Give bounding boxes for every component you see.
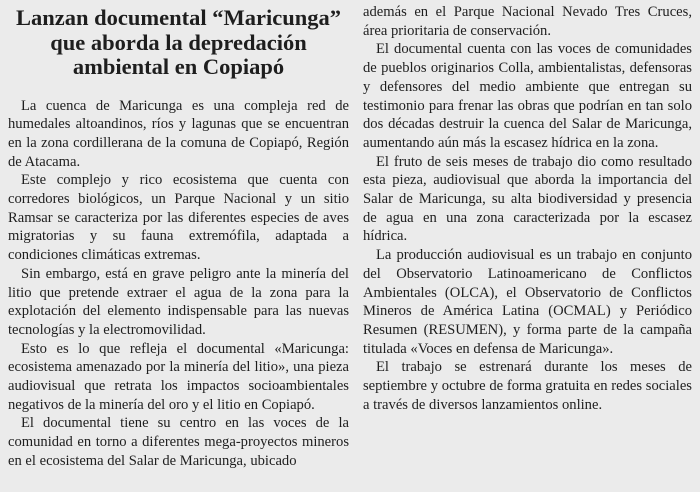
body-paragraph: El documental cuenta con las voces de comunidades de pueblos originarios Colla, ambientalistas, defensoras y defensores del medio ambiente que entregan su testimonio para frenar las obras que podrían en tan solo dos décadas destruir la cuenca del Salar de Maricunga, aumentando aún más la escasez hídrica en la zona. (363, 41, 692, 151)
headline-line: Lanzan documental “Maricunga” (15, 5, 341, 30)
headline-line: que aborda la depredación (50, 29, 307, 55)
article-headline (8, 6, 349, 80)
body-paragraph: Sin embargo, está en grave peligro ante la minería del litio que pretende extraer el agua de la zona para la explotación del elemento indispensable para las nuevas tecnologías y la electromovilidad. (8, 265, 349, 338)
body-paragraph: El documental tiene su centro en las voces de la comunidad en torno a diferentes mega-proyectos mineros en el ecosistema del Salar de Maricunga, ubicado (8, 415, 349, 469)
body-paragraph-continued: además en el Parque Nacional Nevado Tres Cruces, área prioritaria de conservación. (363, 4, 692, 39)
body-paragraph: La producción audiovisual es un trabajo en conjunto del Observatorio Latinoamericano de Conflictos Ambientales (OLCA), el Observatorio de Conflictos Mineros de América Latina (OCMAL) y Periódico Resumen (RESUMEN), y forma parte de la campaña titulada «Voces en defensa de Maricunga». (363, 247, 692, 357)
right-column (363, 0, 692, 414)
headline-line: ambiental en Copiapó (72, 54, 285, 79)
left-column (8, 0, 349, 471)
body-paragraph: Este complejo y rico ecosistema que cuenta con corredores biológicos, un Parque Nacional y un sitio Ramsar se caracteriza por las diferentes especies de aves migratorias y su fauna extremófila, adaptada a condiciones climáticas extremas. (8, 172, 349, 264)
body-paragraph: El trabajo se estrenará durante los meses de septiembre y octubre de forma gratuita en redes sociales a través de diversos lanzamientos online. (363, 359, 692, 413)
body-paragraph: El fruto de seis meses de trabajo dio como resultado esta pieza, audiovisual que aborda la importancia del Salar de Maricunga, su alta biodiversidad y presencia de agua en una zona caracterizada por la escasez hídrica. (363, 153, 692, 245)
body-paragraph: La cuenca de Maricunga es una compleja red de humedales altoandinos, ríos y lagunas que se encuentran en la zona cordillerana de la comuna de Copiapó, Región de Atacama. (8, 97, 349, 170)
body-paragraph: Esto es lo que refleja el documental «Maricunga: ecosistema amenazado por la minería del litio», una pieza audiovisual que retrata los impactos socioambientales negativos de la minería del oro y el litio en Copiapó. (8, 340, 349, 413)
